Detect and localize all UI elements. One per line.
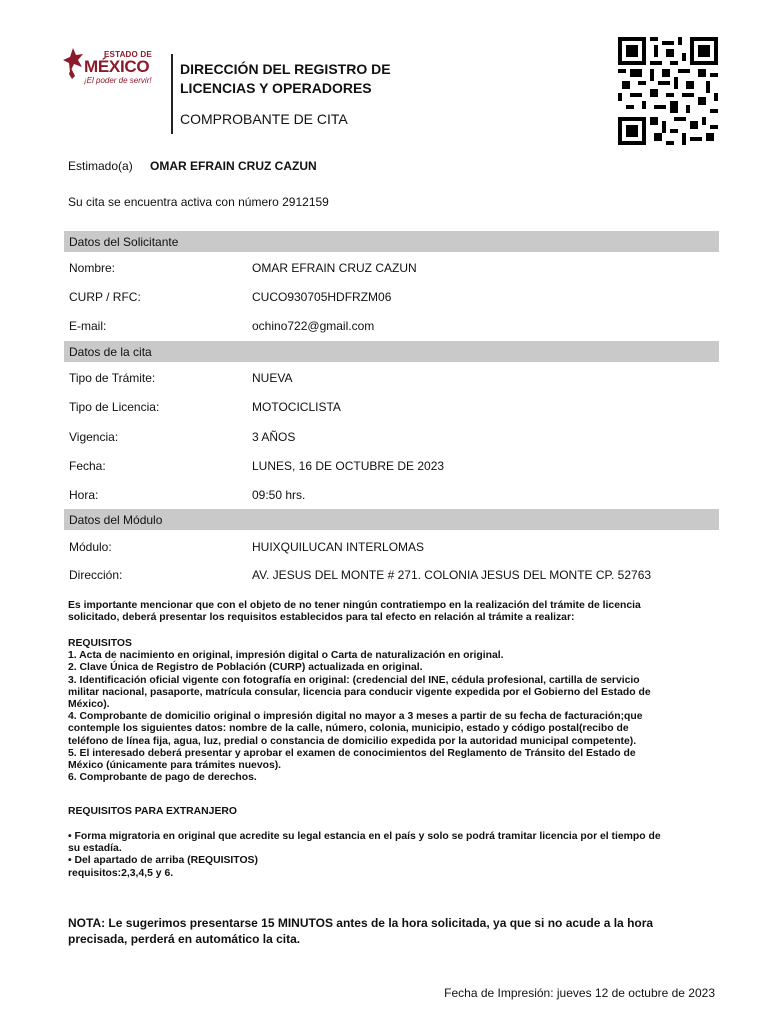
logo-state-text: ESTADO DE (104, 50, 152, 59)
page-title (180, 60, 440, 98)
note-line: precisada, perderá en automático la cita. (68, 932, 301, 946)
requirement-line: militar nacional, pasaporte, matrícula consular, licencia para conducir vigente expedida por el Gobierno del Estado de (68, 686, 651, 698)
field-value-email: ochino722@gmail.com (252, 319, 375, 333)
note-line: NOTA: Le sugerimos presentarse 15 MINUTOS antes de la hora solicitada, ya que si no acude a la hora (68, 916, 654, 930)
greeting-label: Estimado(a) (68, 159, 133, 173)
section-header-applicant (64, 231, 719, 252)
field-label-email: E-mail: (69, 319, 107, 333)
field-value-procedure-type: NUEVA (252, 371, 293, 385)
field-label-module: Módulo: (69, 540, 112, 554)
requirement-line: 4. Comprobante de domicilio original o impresión digital no mayor a 3 meses a partir de su fecha de facturación;que (68, 711, 643, 723)
requirement-line: 1. Acta de nacimiento en original, impresión digital o Carta de naturalización en original. (68, 650, 504, 662)
requirements-block (68, 638, 718, 784)
intro-line: solicitado, deberá presentar los requisitos establecidos para tal efecto en relación al trámite a realizar: (68, 612, 575, 624)
field-value-license-type: MOTOCICLISTA (252, 400, 341, 414)
field-value-module: HUIXQUILUCAN INTERLOMAS (252, 540, 425, 554)
section-title: Datos de la cita (69, 345, 152, 359)
arrival-note (68, 915, 720, 947)
page-subtitle: COMPROBANTE DE CITA (180, 111, 348, 127)
foreign-requirement-line: • Forma migratoria en original que acredite su legal estancia en el país y solo se podrá tramitar licencia por el tiempo de (68, 831, 661, 842)
field-label-time: Hora: (69, 488, 99, 502)
foreign-requirement-line: • Del apartado de arriba (REQUISITOS) (68, 855, 258, 867)
requirement-line: 3. Identificación oficial vigente con fotografía en original: (credencial del INE, cédula profesional, cartilla de servicio (68, 674, 640, 686)
requirement-line: México (únicamente para trámites nuevos). (68, 760, 282, 772)
requirement-line: contemple los siguientes datos: nombre de la calle, número, colonia, municipio, estado y código postal(recibo de (68, 723, 629, 735)
field-label-procedure-type: Tipo de Trámite: (69, 371, 156, 385)
field-value-address: AV. JESUS DEL MONTE # 271. COLONIA JESUS DEL MONTE CP. 52763 (252, 568, 652, 582)
field-label-license-type: Tipo de Licencia: (69, 400, 160, 414)
print-date: Fecha de Impresión: jueves 12 de octubre de 2023 (444, 986, 715, 1000)
foreign-requirements-block (68, 831, 718, 880)
foreign-requirements-title: REQUISITOS PARA EXTRANJERO (68, 806, 237, 817)
requirement-line: 6. Comprobante de pago de derechos. (68, 772, 257, 784)
foreign-requirement-line: requisitos:2,3,4,5 y 6. (68, 867, 174, 879)
applicant-name: OMAR EFRAIN CRUZ CAZUN (150, 159, 317, 173)
title-line-2: LICENCIAS Y OPERADORES (180, 80, 372, 96)
field-label-curp: CURP / RFC: (69, 290, 141, 304)
logo-emblem-icon (62, 46, 84, 80)
section-header-appointment (64, 341, 719, 362)
field-value-time: 09:50 hrs. (252, 488, 306, 502)
intro-line: Es importante mencionar que con el objeto de no tener ningún contratiempo en la realización del trámite de licencia (68, 600, 641, 611)
field-value-validity: 3 AÑOS (252, 430, 296, 444)
requirement-line: teléfono de línea fija, agua, luz, predial o constancia de domicilio expedida por la autoridad municipal competente). (68, 735, 637, 747)
requirement-line: México). (68, 699, 110, 711)
section-header-module (64, 509, 719, 530)
estado-de-mexico-logo (62, 42, 166, 92)
foreign-requirement-line: su estadía. (68, 843, 122, 855)
field-value-curp: CUCO930705HDFRZM06 (252, 290, 392, 304)
field-value-name: OMAR EFRAIN CRUZ CAZUN (252, 261, 417, 275)
logo-mexico-text: MÉXICO (84, 57, 150, 76)
header-divider (171, 54, 173, 134)
section-title: Datos del Módulo (69, 513, 163, 527)
field-label-date: Fecha: (69, 459, 106, 473)
logo-slogan: ¡El poder de servir! (84, 76, 152, 85)
requirement-line: 5. El interesado deberá presentar y aprobar el examen de conocimientos del Reglamento de Tránsito del Estado de (68, 747, 636, 759)
field-label-address: Dirección: (69, 568, 123, 582)
field-label-validity: Vigencia: (69, 430, 119, 444)
appointment-status-message: Su cita se encuentra activa con número 2912159 (68, 195, 329, 209)
requirement-line: 2. Clave Única de Registro de Población (CURP) actualizada en original. (68, 662, 423, 674)
field-value-date: LUNES, 16 DE OCTUBRE DE 2023 (252, 459, 445, 473)
requirements-title: REQUISITOS (68, 638, 132, 649)
title-line-1: DIRECCIÓN DEL REGISTRO DE (180, 61, 391, 77)
section-title: Datos del Solicitante (69, 235, 179, 249)
field-label-name: Nombre: (69, 261, 116, 275)
qr-code (618, 36, 718, 146)
intro-paragraph (68, 600, 718, 624)
